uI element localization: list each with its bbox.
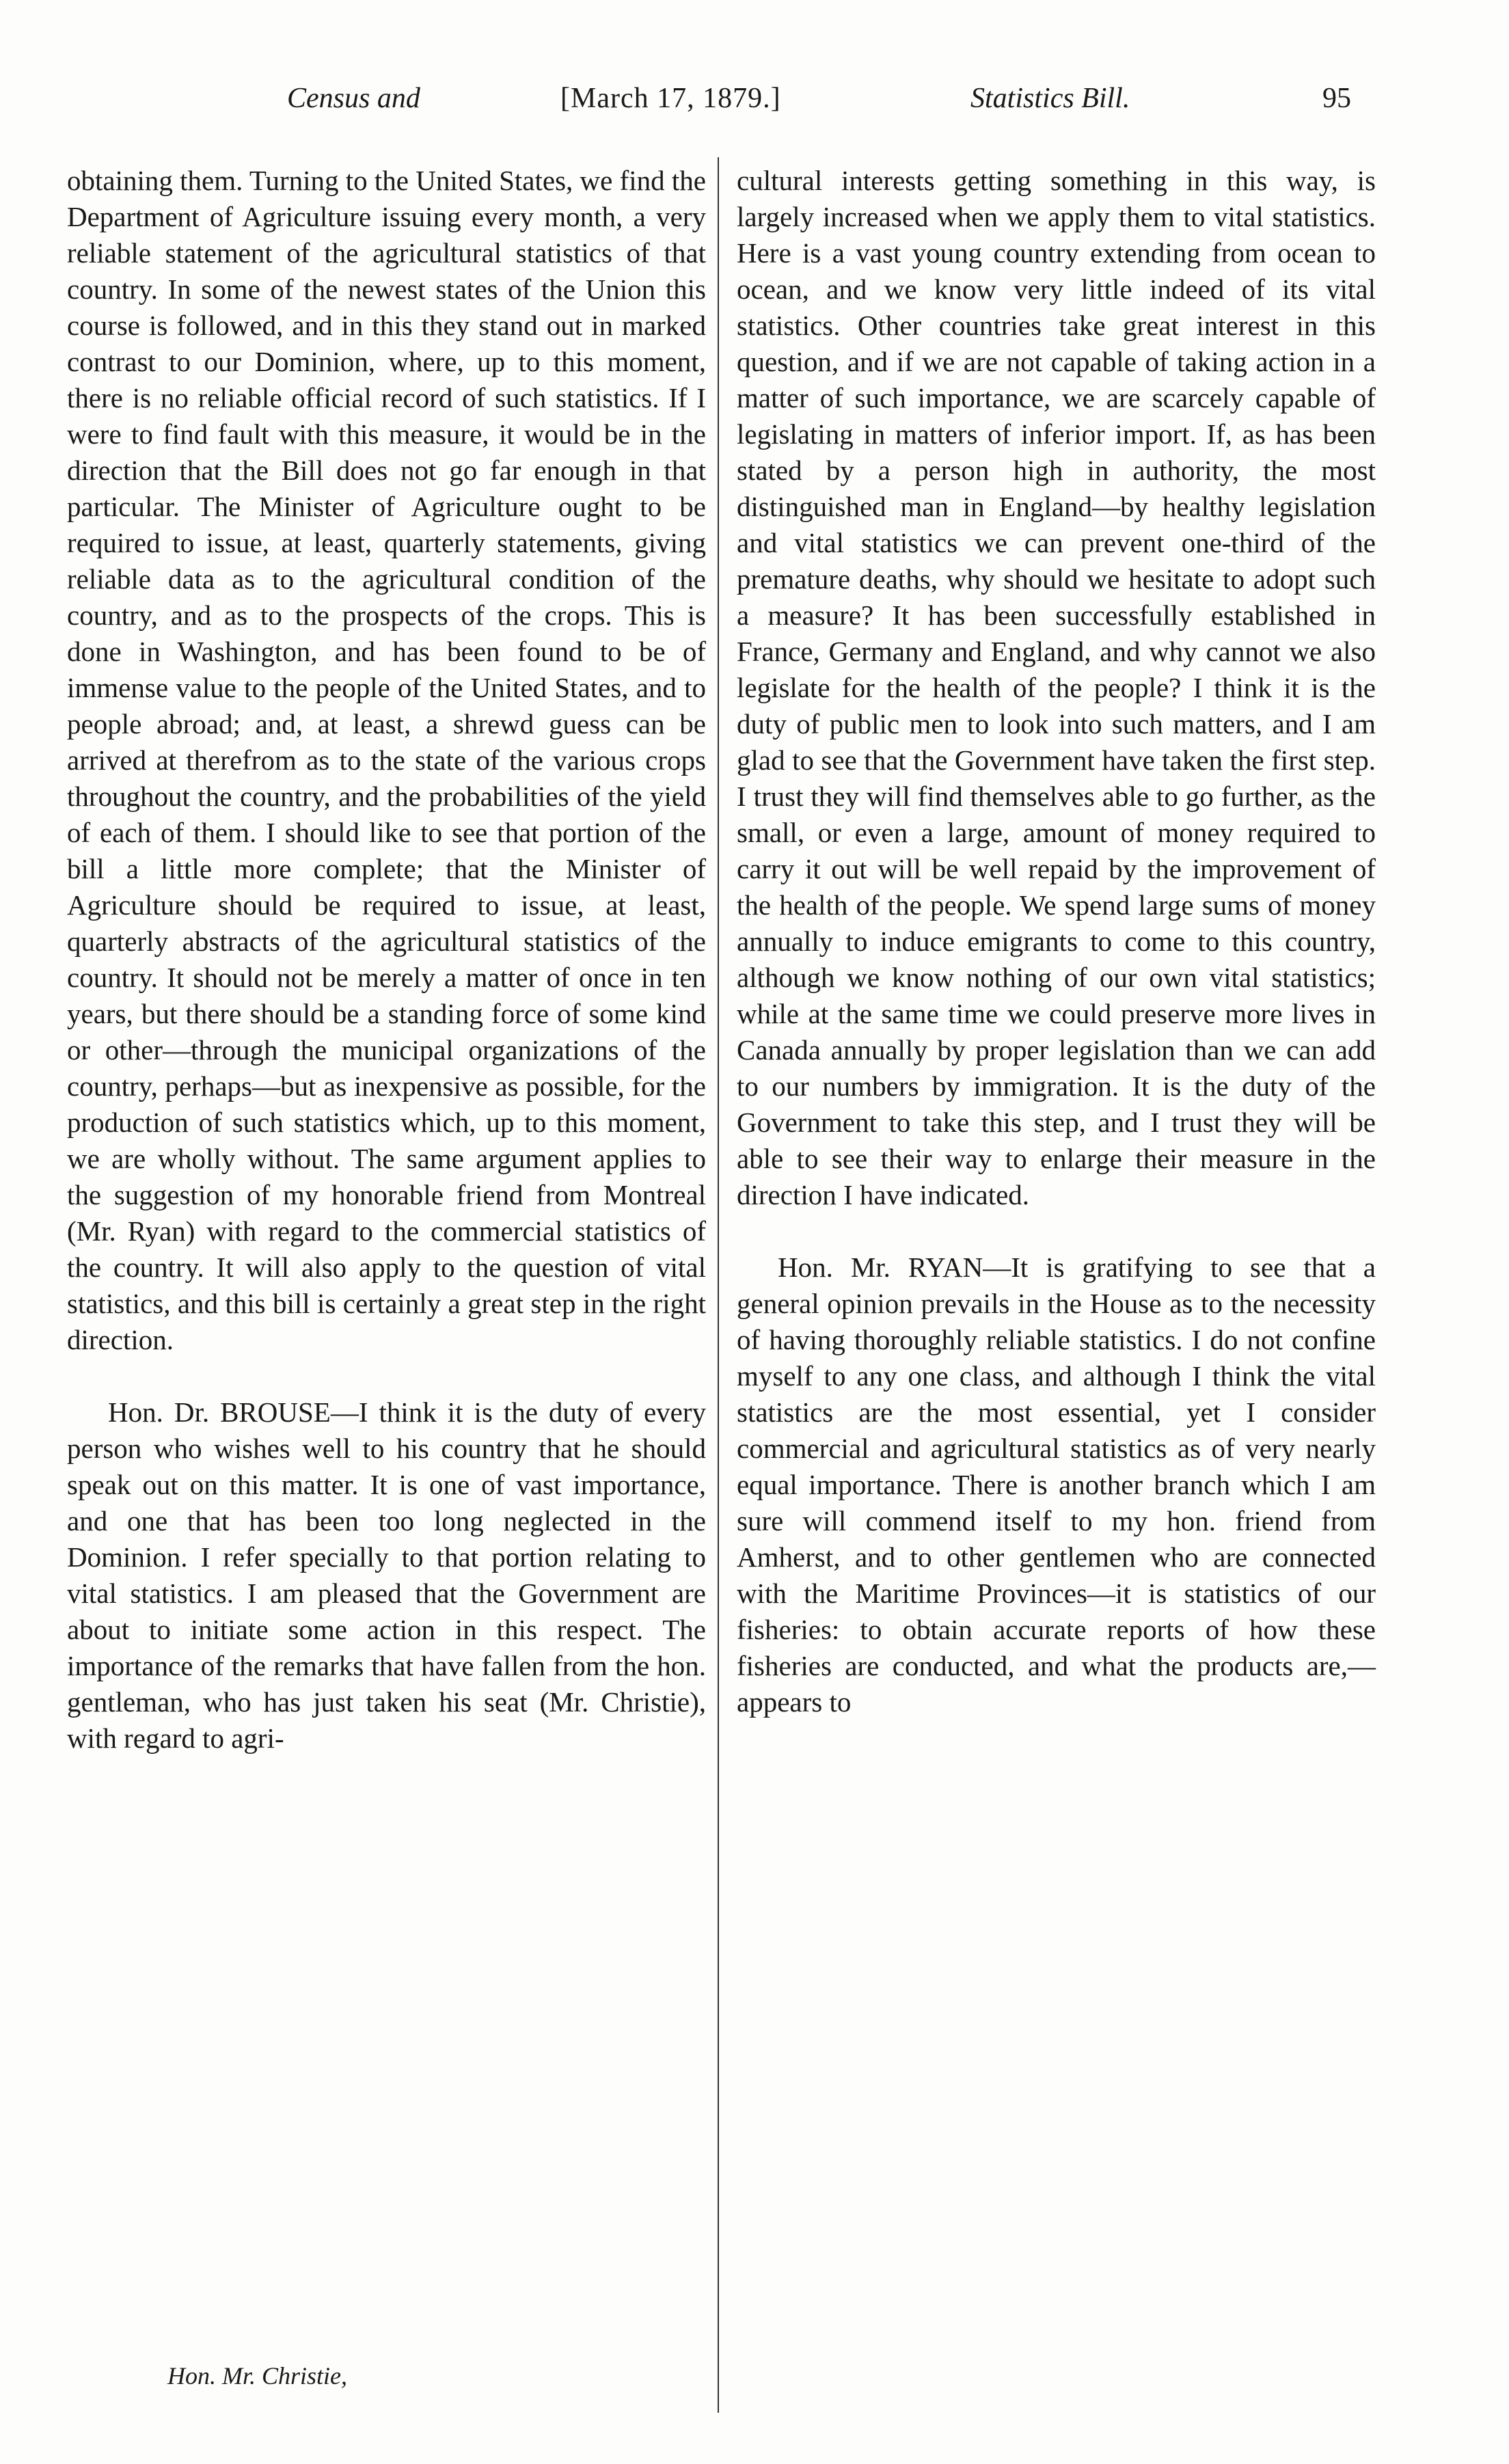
footer-catchword: Hon. Mr. Christie, [167,2362,348,2389]
left-column [67,163,706,1757]
right-paragraph-continuation: cultural interests getting something in this way, is largely increased when we apply them to vital statistics. Here is a vast young country extending from ocean to ocean, and we know very little indeed of its vital statistics. Other countries take great interest in this question, and if we are not capable of taking action in a matter of such importance, we are scarcely capable of legislating in matters of inferior import. If, as has been stated by a person high in authority, the most distinguished man in England—by healthy legislation and vital statistics we can prevent one-third of the premature deaths, why should we hesitate to adopt such a measure? It has been successfully established in France, Germany and England, and why cannot we also legislate for the health of the people? I think it is the duty of public men to look into such matters, and I am glad to see that the Government have taken the first step. I trust they will find themselves able to go further, as the small, or even a large, amount of money required to carry it out will be well repaid by the improvement of the health of the people. We spend large sums of money annually to induce emigrants to come to this country, although we know nothing of our own vital statistics; while at the same time we could preserve more lives in Canada annually by proper legislation than we can add to our numbers by immigration. It is the duty of the Government to take this step, and I trust they will be able to see their way to enlarge their measure in the direction I have indicated. [737,165,1376,1210]
left-paragraph-brouse-speech: Hon. Dr. BROUSE—I think it is the duty of every person who wishes well to his country that he should speak out on this matter. It is one of vast importance, and one that has been too long neglected in the Dominion. I refer specially to that portion relating to vital statistics. I am pleased that the Government are about to initiate some action in this respect. The importance of the remarks that have fallen from the hon. gentleman, who has just taken his seat (Mr. Christie), with regard to agri- [67,1396,706,1754]
column-divider [718,157,719,2413]
header-right-title: Statistics Bill. [970,83,1130,114]
header-left-title: Census and [287,83,420,114]
page-number: 95 [1322,83,1351,114]
running-header [0,82,1509,137]
right-paragraph-ryan-speech: Hon. Mr. RYAN—It is gratifying to see that a general opinion prevails in the House as to the necessity of having thoroughly reliable statistics. I do not confine myself to any one class, and although I think the vital statistics are the most essential, yet I consider commercial and agricultural statistics as of very nearly equal importance. There is another branch which I am sure will commend itself to my hon. friend from Amherst, and to other gentlemen who are connected with the Maritime Provinces—it is statistics of our fisheries: to obtain accurate reports of how these fisheries are conducted, and what the products are,—appears to [737,1251,1376,1718]
header-date: [March 17, 1879.] [560,83,781,114]
right-column [737,163,1376,1720]
left-paragraph-continuation: obtaining them. Turning to the United States, we find the Department of Agriculture issuing every month, a very reliable statement of the agricultural statistics of that country. In some of the newest states of the Union this course is followed, and in this they stand out in marked contrast to our Dominion, where, up to this moment, there is no reliable official record of such statistics. If I were to find fault with this measure, it would be in the direction that the Bill does not go far enough in that particular. The Minister of Agriculture ought to be required to issue, at least, quarterly statements, giving reliable data as to the agricultural condition of the country, and as to the prospects of the crops. This is done in Washington, and has been found to be of immense value to the people of the United States, and to people abroad; and, at least, a shrewd guess can be arrived at therefrom as to the state of the various crops throughout the country, and the probabilities of the yield of each of them. I should like to see that portion of the bill a little more complete; that the Minister of Agriculture should be required to issue, at least, quarterly abstracts of the agricultural statistics of the country. It should not be merely a matter of once in ten years, but there should be a standing force of some kind or other—through the municipal organizations of the country, perhaps—but as inexpensive as possible, for the production of such statistics which, up to this moment, we are wholly without. The same argument applies to the suggestion of my honorable friend from Montreal (Mr. Ryan) with regard to the commercial statistics of the country. It will also apply to the question of vital statistics, and this bill is certainly a great step in the right direction. [67,165,706,1355]
